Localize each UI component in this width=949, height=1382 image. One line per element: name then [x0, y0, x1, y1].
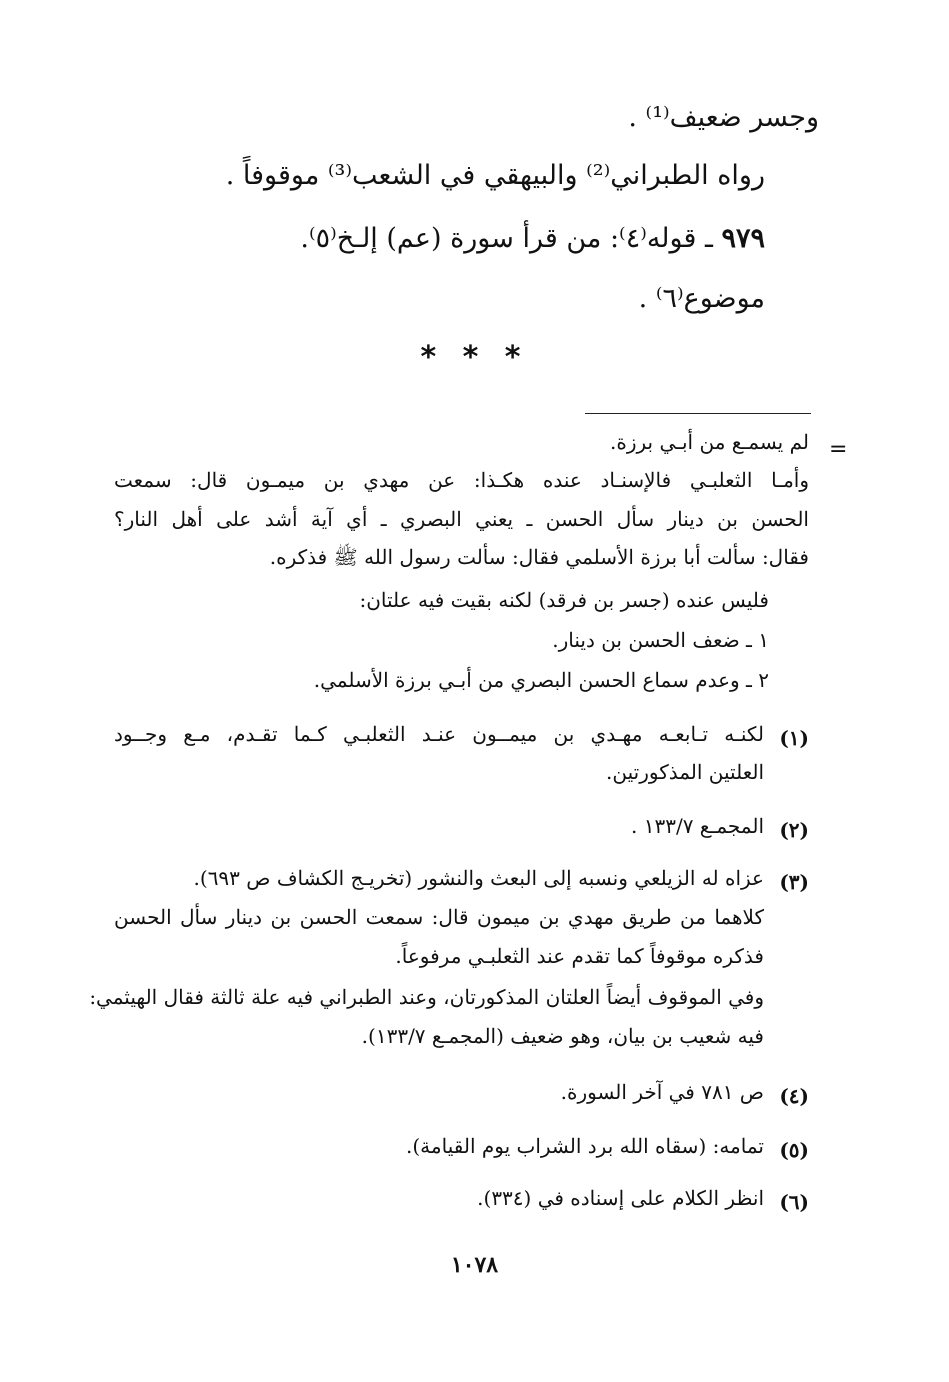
- footnote-1-number: (١): [779, 726, 809, 750]
- main-line-1: وجسر ضعيف⁽¹⁾ .: [628, 102, 819, 133]
- continuation-line-3: الحسن بن دينار سأل الحسن ـ يعني البصري ـ أي آية أشد على أهل النار؟: [114, 507, 809, 531]
- footnote-2-line-1: المجمـع ١٣٣/٧ .: [631, 814, 764, 838]
- footnote-6-number: (٦): [779, 1190, 809, 1214]
- footnote-rule: [585, 413, 811, 414]
- footnote-2-number: (٢): [779, 818, 809, 842]
- continuation-line-6: ١ ـ ضعف الحسن بن دينار.: [552, 628, 769, 652]
- continuation-mark: =: [829, 437, 848, 462]
- main-line-4: موضوع⁽٦⁾ .: [638, 283, 765, 314]
- footnote-3-line-3: فذكره موقوفاً كما تقدم عند الثعلبـي مرفوعاً.: [395, 944, 764, 968]
- main-line-2: رواه الطبراني⁽²⁾ والبيهقي في الشعب⁽³⁾ موقوفاً .: [225, 160, 765, 191]
- footnote-1-line-2: العلتين المذكورتين.: [606, 760, 764, 784]
- footnote-3-line-4: وفي الموقوف أيضاً العلتان المذكورتان، وعند الطبراني فيه علة ثالثة فقال الهيثمي:: [89, 985, 764, 1009]
- entry-text: ـ قوله⁽٤⁾: من قرأ سورة (عم) إلـخ⁽٥⁾.: [300, 223, 713, 254]
- continuation-line-1: لم يسمـع من أبـي برزة.: [610, 430, 809, 454]
- continuation-line-7: ٢ ـ وعدم سماع الحسن البصري من أبـي برزة الأسلمي.: [313, 668, 769, 692]
- main-line-3: [300, 225, 765, 252]
- footnote-5-number: (٥): [779, 1138, 809, 1162]
- footnote-1-line-1: لكنـه تـابعـه مهـدي بن ميمــون عنـد الثعلبـي كـما تقـدم، مـع وجــود: [114, 722, 764, 746]
- footnote-6-line-1: انظر الكلام على إسناده في (٣٣٤).: [477, 1186, 764, 1210]
- footnote-3-number: (٣): [779, 870, 809, 894]
- page-number: ١٠٧٨: [450, 1252, 499, 1278]
- footnote-4-number: (٤): [779, 1084, 809, 1108]
- continuation-line-5: فليس عنده (جسر بن فرقد) لكنه بقيت فيه علتان:: [359, 588, 769, 612]
- footnote-4-line-1: ص ٧٨١ في آخر السورة.: [560, 1080, 764, 1104]
- footnote-3-line-5: فيه شعيب بن بيان، وهو ضعيف (المجمـع ١٣٣/٧).: [361, 1024, 764, 1048]
- footnote-5-line-1: تمامه: (سقاه الله برد الشراب يوم القيامة).: [406, 1134, 764, 1158]
- continuation-line-2: وأمـا الثعلبـي فالإسنـاد عنده هكـذا: عن مهدي بن ميمـون قال: سمعت: [114, 468, 809, 492]
- footnote-3-line-2: كلاهما من طريق مهدي بن ميمون قال: سمعت الحسن بن دينار سأل الحسن: [114, 905, 764, 929]
- section-separator: * * *: [420, 340, 529, 375]
- continuation-line-4: فقال: سألت أبا برزة الأسلمي فقال: سألت رسول الله ﷺ فذكره.: [269, 545, 809, 569]
- entry-number: ٩٧٩: [721, 223, 765, 254]
- footnote-3-line-1: عزاه له الزيلعي ونسبه إلى البعث والنشور (تخريـج الكشاف ص ٦٩٣).: [193, 866, 764, 890]
